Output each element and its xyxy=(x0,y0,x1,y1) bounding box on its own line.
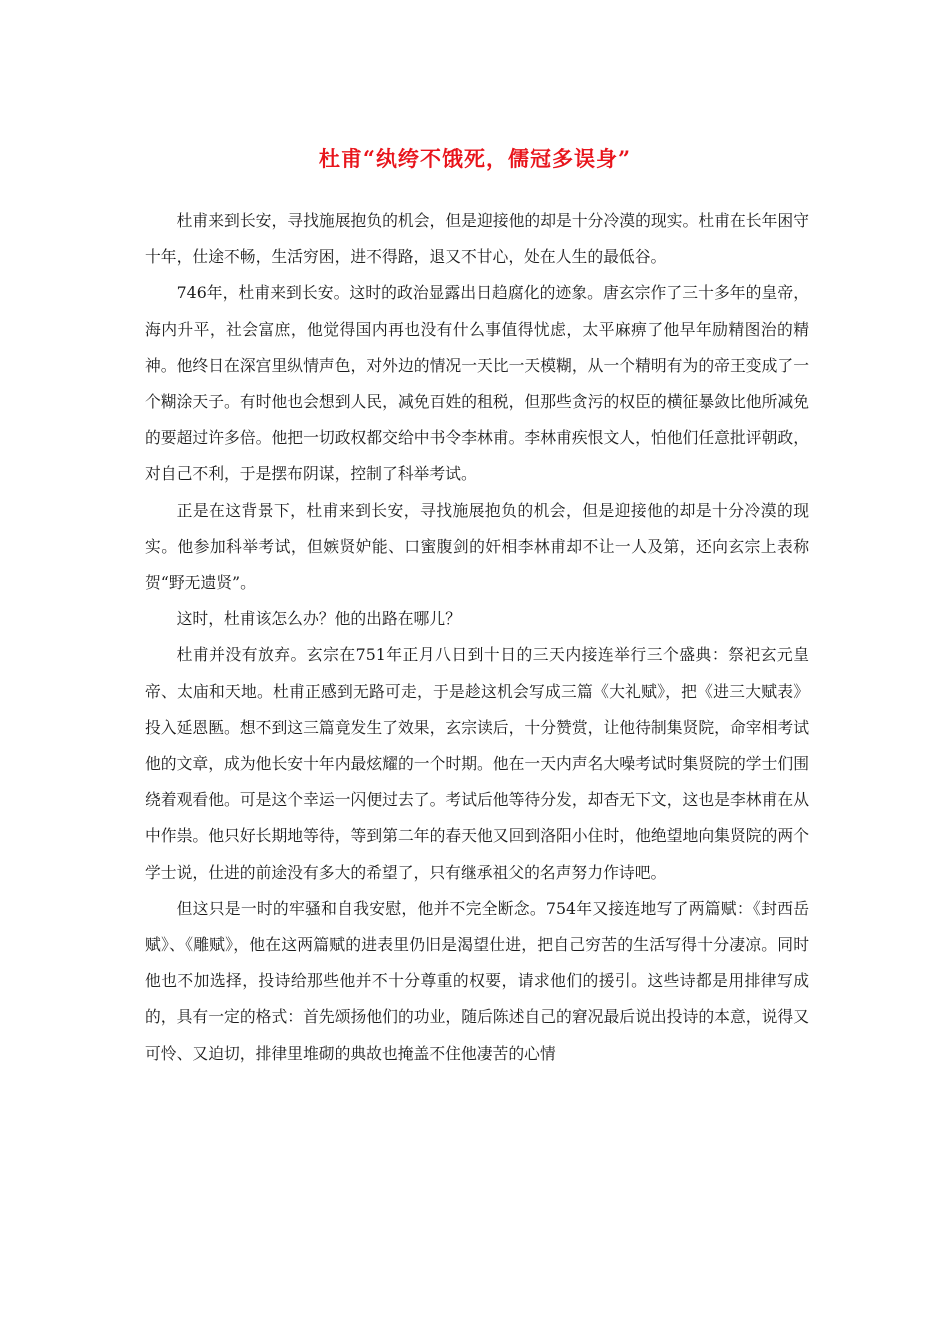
paragraph: 杜甫来到长安，寻找施展抱负的机会，但是迎接他的却是十分冷漠的现实。杜甫在长年困守十年，仕途不畅，生活穷困，进不得路，退又不甘心，处在人生的最低谷。 xyxy=(145,211,809,267)
paragraph: 这时，杜甫该怎么办？他的出路在哪儿？ xyxy=(176,609,461,629)
paragraph: 杜甫并没有放弃。玄宗在751年正月八日到十日的三天内接连举行三个盛典：祭祀玄元皇帝、太庙和天地。杜甫正感到无路可走，于是趁这机会写成三篇《大礼赋》，把《进三大赋表》投入延恩匦。想不到这三篇竟发生了效果，玄宗读后，十分赞赏，让他待制集贤院，命宰相考试他的文章，成为他长安十年内最炫耀的一个时期。他在一天内声名大噪考试时集贤院的学士们围绕着观看他。可是这个幸运一闪便过去了。考试后他等待分发，却杳无下文，这也是李林甫在从中作祟。他只好长期地等待，等到第二年的春天他又回到洛阳小住时，他绝望地向集贤院的两个学士说，仕进的前途没有多大的希望了，只有继承祖父的名声努力作诗吧。 xyxy=(145,645,809,882)
document-body xyxy=(145,203,809,1072)
document-title: 杜甫“纨绔不饿死，儒冠多误身” xyxy=(318,146,632,171)
paragraph: 正是在这背景下，杜甫来到长安，寻找施展抱负的机会，但是迎接他的却是十分冷漠的现实。他参加科举考试，但嫉贤妒能、口蜜腹剑的奸相李林甫却不让一人及第，还向玄宗上表称贺“野无遗贤”。 xyxy=(145,500,809,593)
paragraph: 但这只是一时的牢骚和自我安慰，他并不完全断念。754年又接连地写了两篇赋：《封西岳赋》、《雕赋》，他在这两篇赋的进表里仍旧是渴望仕进，把自己穷苦的生活写得十分凄凉。同时他也不加选择，投诗给那些他并不十分尊重的权要，请求他们的援引。这些诗都是用排律写成的，具有一定的格式：首先颂扬他们的功业，随后陈述自己的窘况最后说出投诗的本意，说得又可怜、又迫切，排律里堆砌的典故也掩盖不住他凄苦的心情 xyxy=(145,898,809,1063)
paragraph: 746年，杜甫来到长安。这时的政治显露出日趋腐化的迹象。唐玄宗作了三十多年的皇帝，海内升平，社会富庶，他觉得国内再也没有什么事值得忧虑，太平麻痹了他早年励精图治的精神。他终日在深宫里纵情声色，对外边的情况一天比一天模糊，从一个精明有为的帝王变成了一个糊涂天子。有时他也会想到人民，减免百姓的租税，但那些贪污的权臣的横征暴敛比他所减免的要超过许多倍。他把一切政权都交给中书令李林甫。李林甫疾恨文人，怕他们任意批评朝政，对自己不利，于是摆布阴谋，控制了科举考试。 xyxy=(145,283,809,484)
